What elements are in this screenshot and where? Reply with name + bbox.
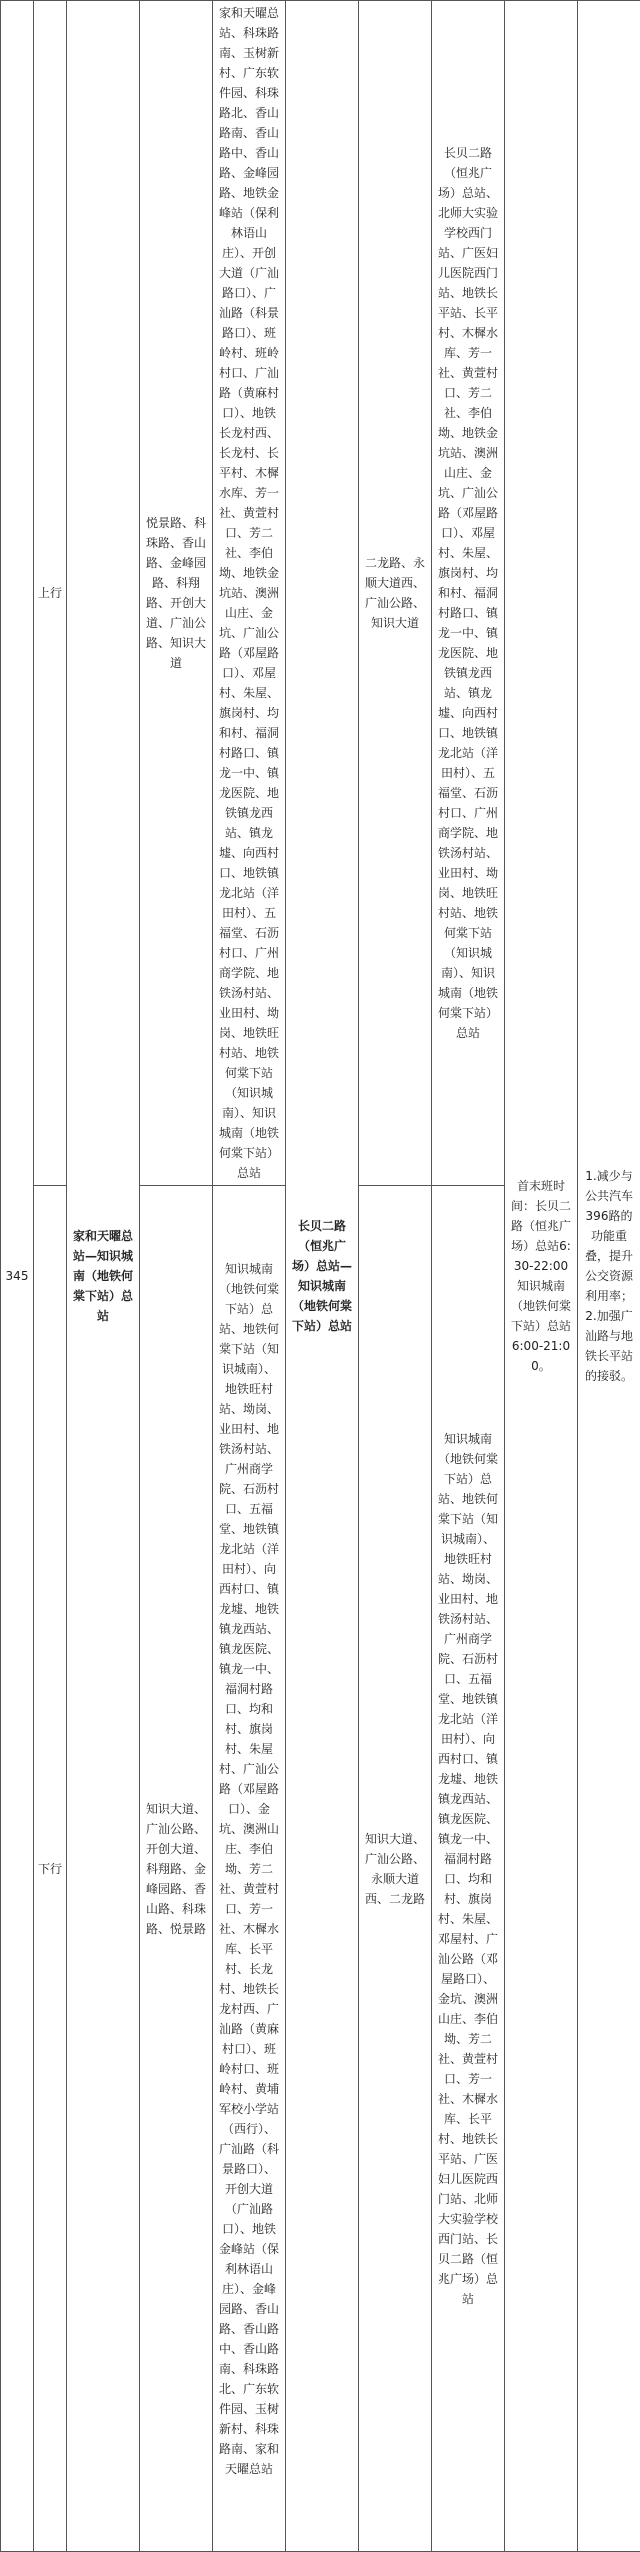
up-new-stops: 长贝二路（恒兆广场）总站、北师大实验学校西门站、广医妇儿医院西门站、地铁长平站、长平村、木樨水库、芳一社、黄萱村口、芳二社、李伯坳、地铁金坑站、澳洲山庄、金坑、广汕公路（邓屋路口）、邓屋村、朱屋、旗岗村、均和村、福洞村路口、镇龙一中、镇龙医院、地铁镇龙西站、镇龙墟、向西村口、地铁镇龙北站（洋田村）、五福堂、石沥村口、广州商学院、地铁汤村站、业田村、坳岗、地铁旺村站、地铁何棠下站（知识城南）、知识城南（地铁何棠下站）总站 (432, 1, 505, 1186)
down-old-stops: 知识城南（地铁何棠下站）总站、地铁何棠下站（知识城南）、地铁旺村站、坳岗、业田村、地铁汤村站、广州商学院、石沥村口、五福堂、地铁镇龙北站（洋田村）、向西村口、镇龙墟、地铁镇龙西站、镇龙医院、镇龙一中、福洞村路口、均和村、旗岗村、朱屋村、广汕公路（邓屋路口）、金坑、澳洲山庄、李伯坳、芳二社、黄萱村口、芳一社、木樨水库、长平村、长龙村、地铁长龙村西、广汕路（黄麻村口）、班岭村口、班岭村、黄埔军校小学站（西行）、广汕路（科景路口）、开创大道（广汕路口）、地铁金峰站（保利林语山庄）、金峰园路、香山路、香山路中、香山路南、科珠路北、广东软件园、玉树新村、科珠路南、家和天曜总站 (213, 1186, 286, 2552)
route-number: 345 (1, 1, 34, 2552)
old-termini: 家和天曜总站—知识城南（地铁何棠下站）总站 (67, 1, 140, 2552)
up-old-stops: 家和天曜总站、科珠路南、玉树新村、广东软件园、科珠路北、香山路南、香山路中、香山路、金峰园路、地铁金峰站（保利林语山庄）、开创大道（广汕路口）、广汕路（科景路口）、班岭村、班岭村口、广汕路（黄麻村口）、地铁长龙村西、长龙村、长平村、木樨水库、芳一社、黄萱村口、芳二社、李伯坳、地铁金坑站、澳洲山庄、金坑、广汕公路（邓屋路口）、邓屋村、朱屋、旗岗村、均和村、福洞村路口、镇龙一中、镇龙医院、地铁镇龙西站、镇龙墟、向西村口、地铁镇龙北站（洋田村）、五福堂、石沥村口、广州商学院、地铁汤村站、业田村、坳岗、地铁旺村站、地铁何棠下站（知识城南）、知识城南（地铁何棠下站）总站 (213, 1, 286, 1186)
adjustment-notes: 1.减少与公共汽车396路的功能重叠，提升公交资源利用率；2.加强广汕路与地铁长平站的接驳。 (578, 1, 640, 2552)
up-direction: 上行 (34, 1, 67, 1186)
down-new-road: 知识大道、广汕公路、永顺大道西、二龙路 (359, 1186, 432, 2552)
down-direction: 下行 (34, 1186, 67, 2552)
down-old-road: 知识大道、广汕公路、开创大道、科翔路、金峰园路、香山路、科珠路、悦景路 (140, 1186, 213, 2552)
new-termini: 长贝二路（恒兆广场）总站—知识城南（地铁何棠下站）总站 (286, 1, 359, 2552)
up-new-road: 二龙路、永顺大道西、广汕公路、知识大道 (359, 1, 432, 1186)
down-new-stops: 知识城南（地铁何棠下站）总站、地铁何棠下站（知识城南）、地铁旺村站、坳岗、业田村、地铁汤村站、广州商学院、石沥村口、五福堂、地铁镇龙北站（洋田村）、向西村口、镇龙墟、地铁镇龙西站、镇龙医院、镇龙一中、福洞村路口、均和村、旗岗村、朱屋、邓屋村、广汕公路（邓屋路口）、金坑、澳洲山庄、李伯坳、芳二社、黄萱村口、芳一社、木樨水库、长平村、地铁长平站、广医妇儿医院西门站、北师大实验学校西门站、长贝二路（恒兆广场）总站 (432, 1186, 505, 2552)
up-old-road: 悦景路、科珠路、香山路、金峰园路、科翔路、开创大道、广汕公路、知识大道 (140, 1, 213, 1186)
service-hours: 首末班时间：长贝二路（恒兆广场）总站6:30-22:00知识城南（地铁何棠下站）总站6:00-21:00。 (505, 1, 578, 2552)
up-row (1, 1, 640, 1186)
